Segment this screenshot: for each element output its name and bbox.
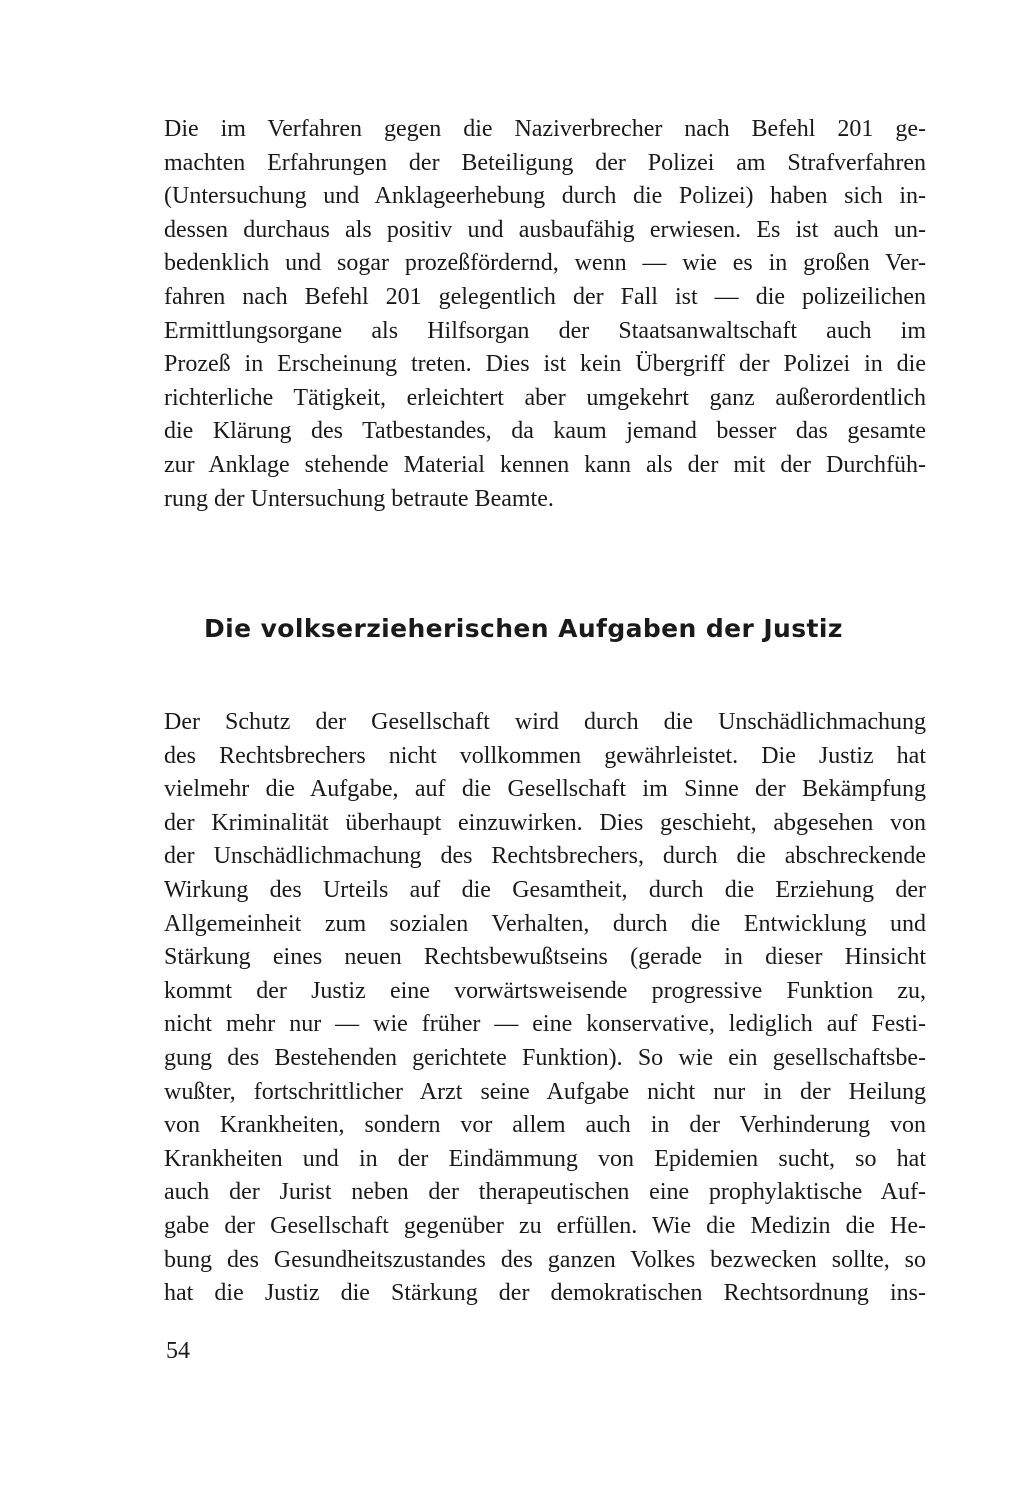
text-line: der Unschädlichmachung des Rechtsbrechers, durch die abschreckende: [164, 843, 926, 870]
text-line: des Rechtsbrechers nicht vollkommen gewährleistet. Die Justiz hat: [164, 742, 926, 769]
text-line: richterliche Tätigkeit, erleichtert aber umgekehrt ganz außerordentlich: [164, 384, 926, 411]
text-line: Krankheiten und in der Eindämmung von Epidemien sucht, so hat: [164, 1145, 926, 1172]
text-line: rung der Untersuchung betraute Beamte.: [164, 485, 554, 512]
text-line: der Kriminalität überhaupt einzuwirken. Dies geschieht, abgesehen von: [164, 809, 926, 836]
text-line: gung des Bestehenden gerichtete Funktion). So wie ein gesellschaftsbe-: [164, 1044, 926, 1071]
text-line: Der Schutz der Gesellschaft wird durch die Unschädlichmachung: [164, 709, 926, 735]
text-line: gabe der Gesellschaft gegenüber zu erfüllen. Wie die Medizin die He-: [164, 1212, 926, 1239]
text-line: nicht mehr nur — wie früher — eine konservative, lediglich auf Festi-: [164, 1011, 926, 1038]
text-line: Prozeß in Erscheinung treten. Dies ist kein Übergriff der Polizei in die: [164, 351, 926, 378]
text-line: die Klärung des Tatbestandes, da kaum jemand besser das gesamte: [164, 418, 926, 445]
text-line: von Krankheiten, sondern vor allem auch in der Verhinderung von: [164, 1112, 926, 1139]
text-line: bedenklich und sogar prozeßfördernd, wenn — wie es in großen Ver-: [164, 250, 926, 277]
section-heading: Die volkserzieherischen Aufgaben der Justiz: [204, 614, 843, 643]
text-line: wußter, fortschrittlicher Arzt seine Aufgabe nicht nur in der Heilung: [164, 1078, 926, 1105]
text-line: bung des Gesundheitszustandes des ganzen Volkes bezwecken sollte, so: [164, 1246, 926, 1273]
paragraph-police-investigation: [164, 113, 926, 516]
page-number: 54: [166, 1338, 190, 1364]
paragraph-educational-tasks: [164, 706, 926, 1311]
text-line: zur Anklage stehende Material kennen kann als der mit der Durchfüh-: [164, 451, 926, 478]
text-line: Ermittlungsorgane als Hilfsorgan der Staatsanwaltschaft auch im: [164, 317, 926, 344]
text-line: auch der Jurist neben der therapeutischen eine prophylaktische Auf-: [164, 1179, 926, 1206]
text-line: kommt der Justiz eine vorwärtsweisende progressive Funktion zu,: [164, 977, 926, 1004]
text-line: Stärkung eines neuen Rechtsbewußtseins (gerade in dieser Hinsicht: [164, 944, 926, 971]
text-line: hat die Justiz die Stärkung der demokratischen Rechtsordnung ins-: [164, 1280, 926, 1307]
text-line: vielmehr die Aufgabe, auf die Gesellschaft im Sinne der Bekämpfung: [164, 776, 926, 803]
text-line: Die im Verfahren gegen die Naziverbrecher nach Befehl 201 ge-: [164, 116, 926, 142]
text-line: (Untersuchung und Anklageerhebung durch die Polizei) haben sich in-: [164, 183, 926, 210]
text-line: Allgemeinheit zum sozialen Verhalten, durch die Entwicklung und: [164, 910, 926, 937]
text-line: machten Erfahrungen der Beteiligung der Polizei am Strafverfahren: [164, 149, 926, 176]
text-line: fahren nach Befehl 201 gelegentlich der Fall ist — die polizeilichen: [164, 283, 926, 310]
text-line: Wirkung des Urteils auf die Gesamtheit, durch die Erziehung der: [164, 876, 926, 903]
text-line: dessen durchaus als positiv und ausbaufähig erwiesen. Es ist auch un-: [164, 216, 926, 243]
